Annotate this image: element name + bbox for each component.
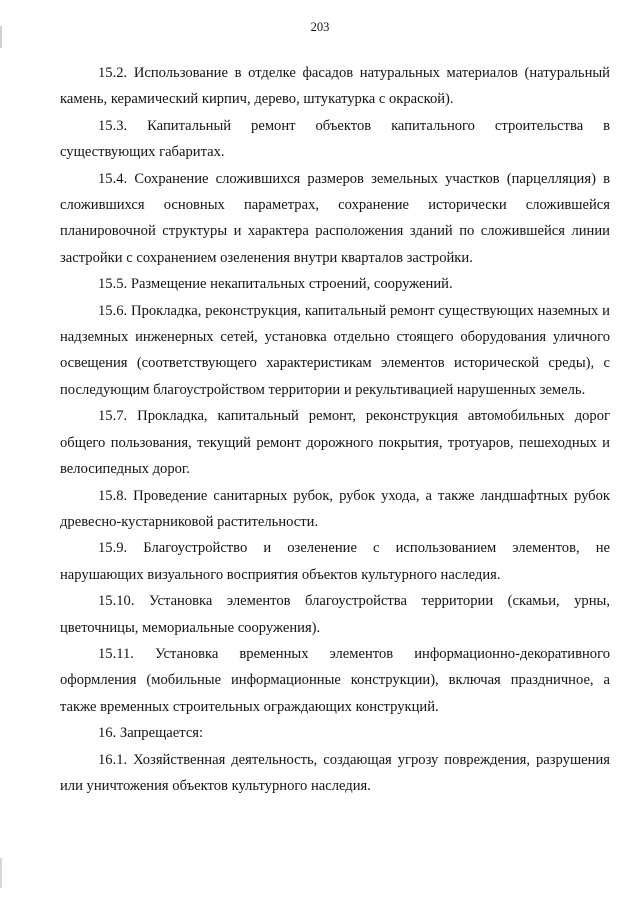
paragraph-15-7: 15.7. Прокладка, капитальный ремонт, реконструкция автомобильных дорог общего пользования, текущий ремонт дорожного покрытия, тротуаров, пешеходных и велосипедных дорог. xyxy=(60,408,610,478)
scan-edge-mark xyxy=(0,858,2,888)
document-body xyxy=(60,60,610,799)
paragraph-15-11: 15.11. Установка временных элементов информационно-декоративного оформления (мобильные информационные конструкции), включая праздничное, а также временных строительных ограждающих конструкций. xyxy=(60,645,610,715)
paragraph-15-8: 15.8. Проведение санитарных рубок, рубок ухода, а также ландшафтных рубок древесно-кустарниковой растительности. xyxy=(60,487,610,530)
paragraph-15-3: 15.3. Капитальный ремонт объектов капитального строительства в существующих габаритах. xyxy=(60,117,610,161)
paragraph-16-heading: 16. Запрещается: xyxy=(98,725,204,742)
paragraph-15-10: 15.10. Установка элементов благоустройства территории (скамьи, урны, цветочницы, мемориальные сооружения). xyxy=(60,593,610,636)
page-number: 203 xyxy=(310,20,330,34)
paragraph-15-4: 15.4. Сохранение сложившихся размеров земельных участков (парцелляция) в сложившихся основных параметрах, сохранение исторически сложившейся планировочной структуры и характера расположения зданий по сложившейся линии застройки с сохранением озеленения внутри кварталов застройки. xyxy=(60,170,610,266)
paragraph-15-5: 15.5. Размещение некапитальных строений, сооружений. xyxy=(98,276,453,293)
paragraph-16-1: 16.1. Хозяйственная деятельность, создающая угрозу повреждения, разрушения или уничтожения объектов культурного наследия. xyxy=(60,751,610,794)
paragraph-15-9: 15.9. Благоустройство и озеленение с использованием элементов, не нарушающих визуального восприятия объектов культурного наследия. xyxy=(60,540,610,583)
paragraph-15-6: 15.6. Прокладка, реконструкция, капитальный ремонт существующих наземных и надземных инженерных сетей, установка отдельно стоящего оборудования уличного освещения (соответствующего характеристикам элементов исторической среды), с последующим благоустройством территории и рекультивацией нарушенных земель. xyxy=(60,302,610,398)
paragraph-15-2: 15.2. Использование в отделке фасадов натуральных материалов (натуральный камень, керамический кирпич, дерево, штукатурка с окраской). xyxy=(60,65,610,108)
